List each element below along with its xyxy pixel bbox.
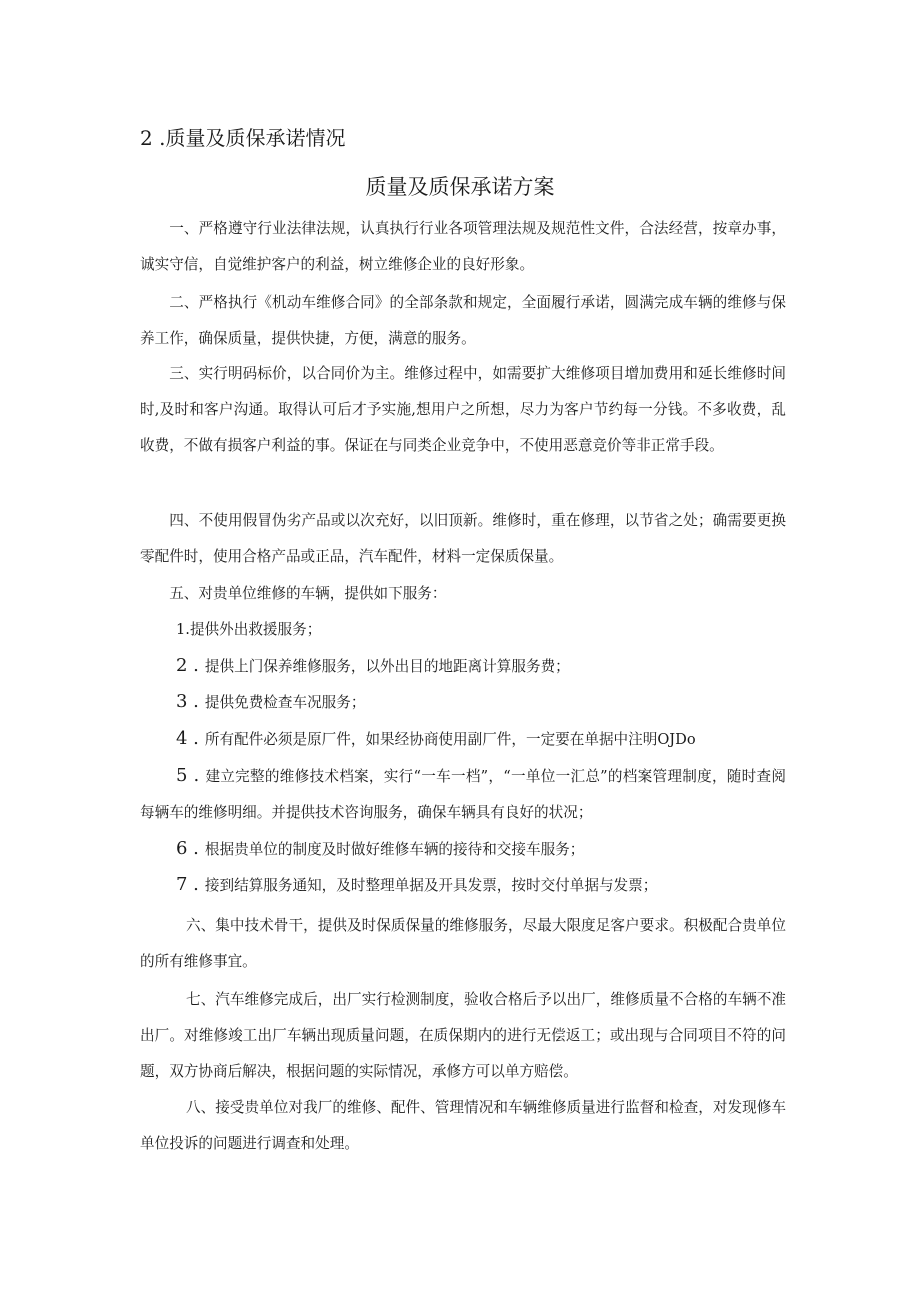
service-item-number: 6 . [176,838,199,859]
service-item-text: 所有配件必须是原厂件，如果经协商使用副厂件，一定要在单据中注明OJDo [204,731,696,748]
service-item-number: 4 . [176,728,199,749]
service-item-7 [176,867,657,904]
service-item-text: 根据贵单位的制度及时做好维修车辆的接待和交接车服务； [204,841,585,858]
service-item-text: 建立完整的维修技术档案，实行“一车一档”，“一单位一汇总”的档案管理制度，随时查阅每辆车的维修明细。并提供技术咨询服务，确保车辆具有良好的状况； [140,768,786,821]
paragraph-1: 一、严格遵守行业法律法规，认真执行行业各项管理法规及规范性文件，合法经营，按章办事，诚实守信，自觉维护客户的利益，树立维修企业的良好形象。 [140,220,786,273]
service-item-3 [176,684,365,721]
service-item-4 [176,721,696,758]
service-item-number: 1. [176,621,190,638]
service-item-text: 提供外出救援服务； [189,621,322,638]
service-item-text: 提供上门保养维修服务，以外出目的地距离计算服务费； [204,658,570,675]
paragraph-2: 二、严格执行《机动车维修合同》的全部条款和规定，全面履行承诺，圆满完成车辆的维修与保养工作，确保质量，提供快捷，方便，满意的服务。 [140,294,786,347]
paragraph-3: 三、实行明码标价，以合同价为主。维修过程中，如需要扩大维修项目增加费用和延长维修时间时,及时和客户沟通。取得认可后才予实施,想用户之所想，尽力为客户节约每一分钱。不多收费，乱收费，不做有损客户利益的事。保证在与同类企业竞争中，不使用恶意竞价等非正常手段。 [140,365,786,454]
service-item-5 [140,758,786,831]
service-item-text: 接到结算服务通知，及时整理单据及开具发票，按时交付单据与发票； [204,877,658,894]
service-item-number: 7 . [176,874,199,895]
service-item-6 [176,831,584,868]
document-title: 质量及质保承诺方案 [365,175,555,199]
service-item-1 [176,612,321,648]
service-item-number: 2 . [176,655,199,676]
paragraph-4: 四、不使用假冒伪劣产品或以次充好，以旧顶新。维修时，重在修理，以节省之处；确需要更换零配件时，使用合格产品或正品，汽车配件，材料一定保质保量。 [140,512,786,565]
service-item-number: 3 . [176,691,199,712]
service-item-number: 5 . [176,765,200,786]
paragraph-7: 七、汽车维修完成后，出厂实行检测制度，验收合格后予以出厂，维修质量不合格的车辆不准出厂。对维修竣工出厂车辆出现质量问题，在质保期内的进行无偿返工；或出现与合同项目不符的问题，双方协商后解决，根据问题的实际情况，承修方可以单方赔偿。 [140,991,786,1080]
service-item-text: 提供免费检查车况服务； [204,694,366,711]
section-heading: 2 .质量及质保承诺情况 [140,126,346,150]
service-item-2 [176,648,570,685]
paragraph-5: 五、对贵单位维修的车辆，提供如下服务： [169,585,447,602]
paragraph-8: 八、接受贵单位对我厂的维修、配件、管理情况和车辆维修质量进行监督和检查，对发现修车单位投诉的问题进行调查和处理。 [140,1099,786,1152]
paragraph-6: 六、集中技术骨干，提供及时保质保量的维修服务，尽最大限度足客户要求。积极配合贵单位的所有维修事宜。 [140,917,786,970]
